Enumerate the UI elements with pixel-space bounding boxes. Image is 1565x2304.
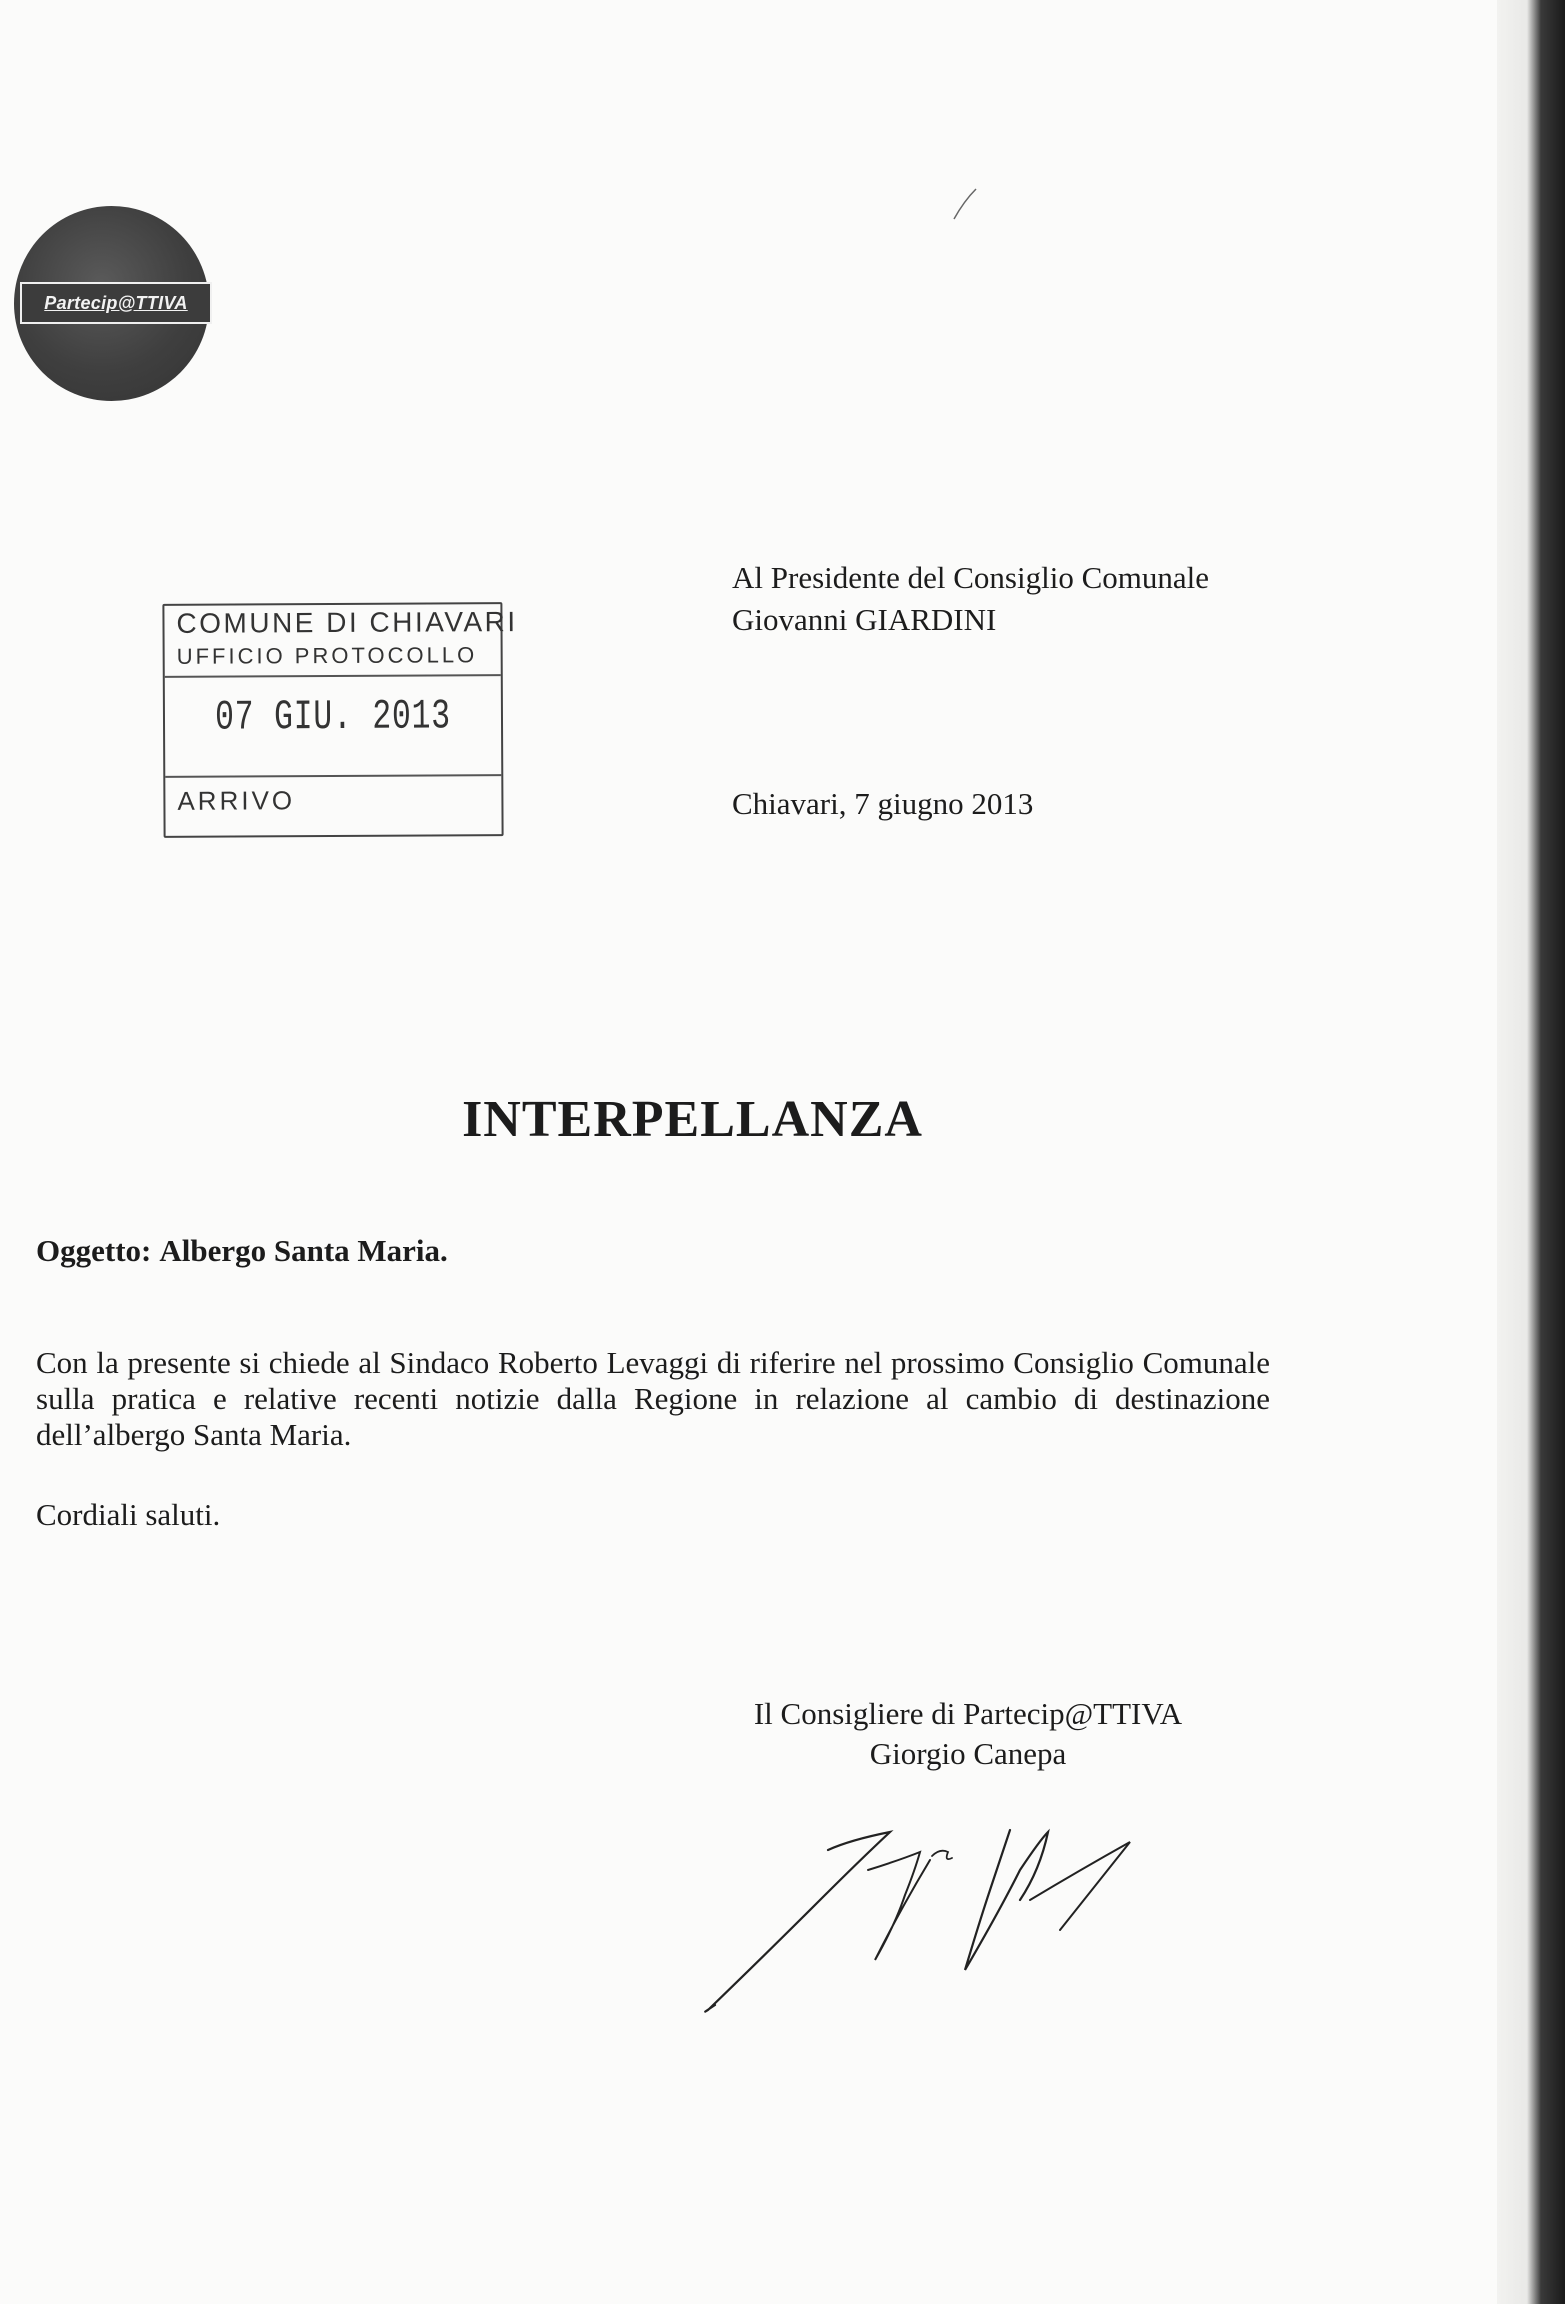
subject-line bbox=[36, 1233, 448, 1269]
signer-name: Giorgio Canepa bbox=[869, 1736, 1067, 1771]
pen-mark bbox=[950, 185, 980, 225]
page-edge bbox=[1497, 0, 1565, 2304]
closing-salutation: Cordiali saluti. bbox=[36, 1497, 221, 1532]
stamp-divider-bottom bbox=[165, 774, 501, 778]
handwritten-signature bbox=[700, 1800, 1200, 2020]
subject-value: Albergo Santa Maria. bbox=[159, 1233, 448, 1268]
document-title-text: INTERPELLANZA bbox=[462, 1091, 923, 1148]
stamp-divider-top bbox=[165, 674, 501, 678]
subject-label: Oggetto: bbox=[36, 1233, 152, 1268]
stamp-department: UFFICIO PROTOCOLLO bbox=[176, 642, 478, 669]
addressee-line-2: Giovanni GIARDINI bbox=[732, 602, 997, 637]
body-paragraph: Con la presente si chiede al Sindaco Roberto Levaggi di riferire nel prossimo Consiglio Comunale sulla pratica e relative recenti notizie dalla Regione in relazione al cambio di destinazione dell’albergo Santa Maria. bbox=[36, 1345, 1270, 1452]
stamp-date: 07 GIU. 2013 bbox=[214, 692, 452, 742]
stamp-status: ARRIVO bbox=[177, 785, 296, 816]
addressee-line-1: Al Presidente del Consiglio Comunale bbox=[732, 560, 1210, 595]
document-title bbox=[0, 1090, 1565, 1149]
signer-role: Il Consigliere di Partecip@TTIVA bbox=[753, 1696, 1183, 1731]
logo-label-box bbox=[20, 282, 212, 324]
place-date: Chiavari, 7 giugno 2013 bbox=[732, 786, 1034, 821]
partecipattiva-logo bbox=[14, 206, 209, 401]
stamp-office: COMUNE DI CHIAVARI bbox=[176, 606, 518, 639]
signer-block bbox=[728, 1694, 1208, 1774]
addressee-block bbox=[732, 557, 1209, 641]
logo-text: Partecip@TTIVA bbox=[44, 292, 188, 313]
protocol-stamp bbox=[162, 602, 518, 838]
